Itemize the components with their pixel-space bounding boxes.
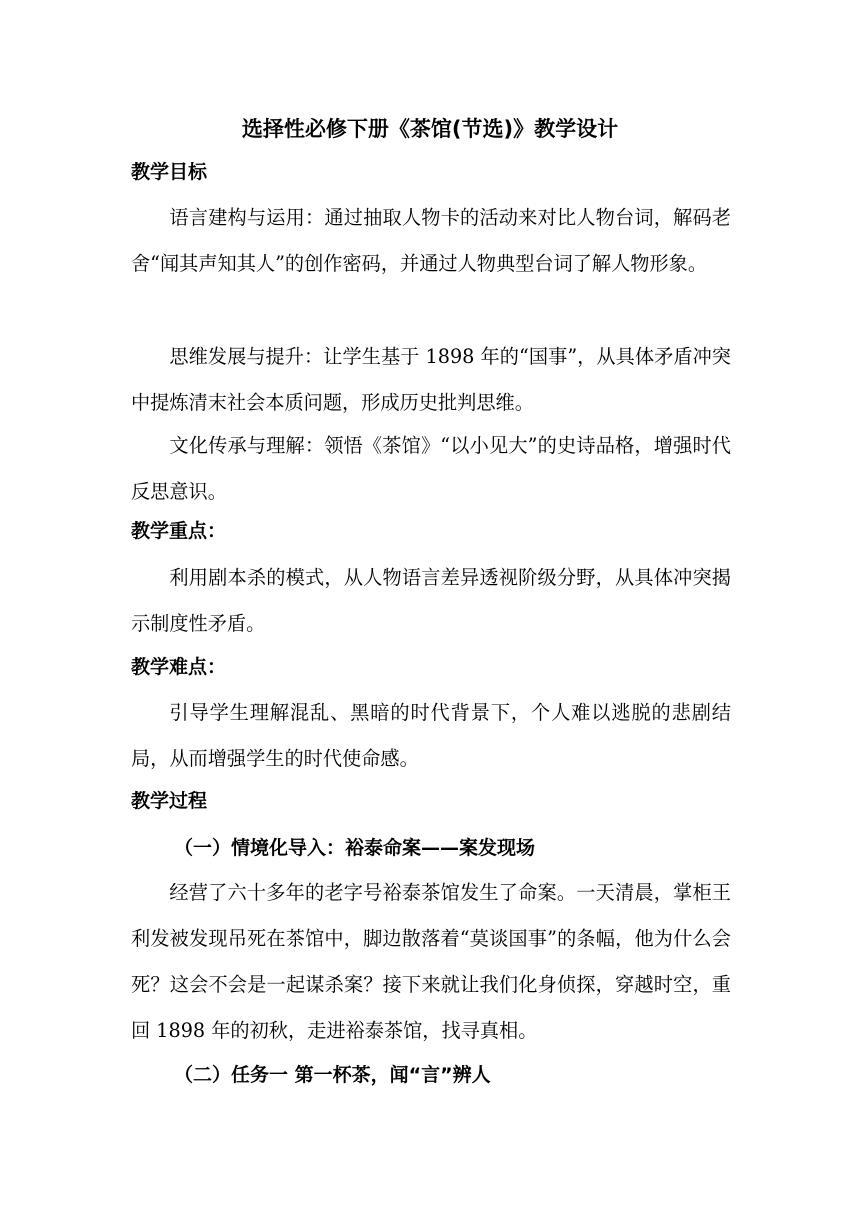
teaching-goals-heading: 教学目标 [131, 161, 208, 183]
goal-thinking-paragraph: 思维发展与提升：让学生基于 1898 年的“国事”，从具体矛盾冲突中提炼清末社会本质问题，形成历史批判思维。 [131, 345, 731, 414]
step-two-heading: （二）任务一 第一杯茶，闻“言”辨人 [174, 1064, 491, 1086]
goal-culture-paragraph: 文化传承与理解：领悟《茶馆》“以小见大”的史诗品格，增强时代反思意识。 [131, 434, 731, 503]
key-points-paragraph: 利用剧本杀的模式，从人物语言差异透视阶级分野，从具体冲突揭示制度性矛盾。 [131, 566, 731, 635]
step-one-paragraph: 经营了六十多年的老字号裕泰茶馆发生了命案。一天清晨，掌柜王利发被发现吊死在茶馆中，脚边散落着“莫谈国事”的条幅，他为什么会死？这会不会是一起谋杀案？接下来就让我们化身侦探，穿越时空，重回 1898 年的初秋，走进裕泰茶馆，找寻真相。 [131, 881, 731, 1042]
teaching-process-heading: 教学过程 [131, 790, 208, 812]
key-points-heading: 教学重点： [131, 520, 227, 542]
document-title: 选择性必修下册《茶馆(节选)》教学设计 [241, 117, 619, 141]
difficulties-heading: 教学难点： [131, 656, 227, 678]
goal-language-paragraph: 语言建构与运用：通过抽取人物卡的活动来对比人物台词，解码老舍“闻其声知其人”的创作密码，并通过人物典型台词了解人物形象。 [131, 206, 731, 275]
difficulties-paragraph: 引导学生理解混乱、黑暗的时代背景下，个人难以逃脱的悲剧结局，从而增强学生的时代使命感。 [131, 701, 731, 770]
step-one-heading: （一）情境化导入：裕泰命案——案发现场 [174, 837, 536, 859]
